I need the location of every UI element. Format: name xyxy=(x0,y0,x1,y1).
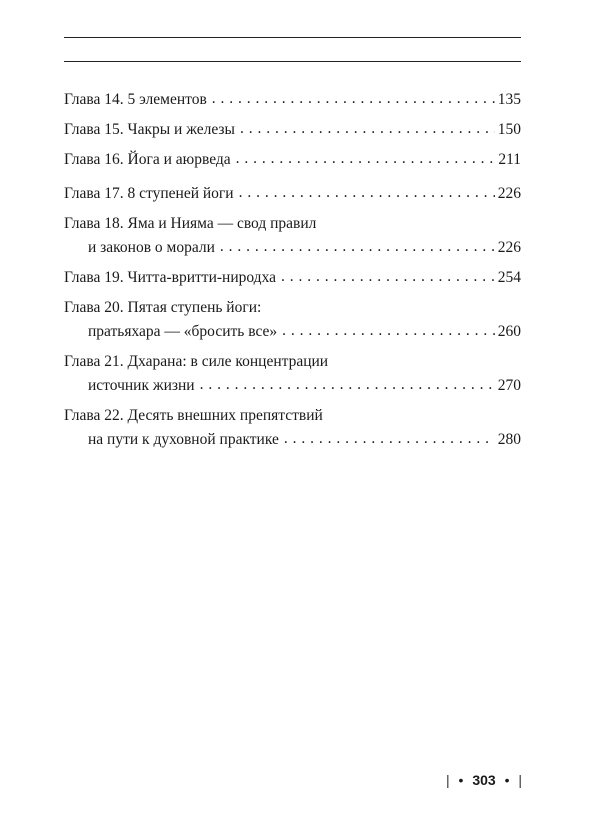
footer-bar-left: | xyxy=(445,772,450,788)
toc-page-number: 135 xyxy=(497,91,521,108)
toc-entry-chapter-19[interactable] xyxy=(64,266,521,290)
footer-dot-right: • xyxy=(504,772,510,788)
toc-page-number: 280 xyxy=(497,431,521,448)
toc-page-number: 260 xyxy=(497,323,521,340)
dot-leader xyxy=(284,429,495,445)
toc-page-number: 150 xyxy=(497,121,521,138)
dot-leader xyxy=(212,89,495,105)
toc-entry-title-continuation: на пути к духовной практике xyxy=(88,431,279,448)
toc-entry-title: Глава 17. 8 ступеней йоги xyxy=(64,185,234,202)
page-footer xyxy=(446,772,522,788)
toc-entry-chapter-20[interactable] xyxy=(64,296,521,344)
toc-entry-title: Глава 22. Десять внешних препятствий xyxy=(64,407,323,424)
second-rule xyxy=(64,61,521,62)
dot-leader xyxy=(281,267,495,283)
toc-page-number: 226 xyxy=(497,239,521,256)
page-number: 303 xyxy=(472,772,496,788)
toc-entry-chapter-14[interactable] xyxy=(64,88,521,112)
toc-entry-chapter-15[interactable] xyxy=(64,118,521,142)
toc-entry-title: Глава 15. Чакры и железы xyxy=(64,121,235,138)
toc-entry-title: Глава 21. Дхарана: в силе концентрации xyxy=(64,353,329,370)
toc-entry-chapter-18[interactable] xyxy=(64,212,521,260)
toc-entry-title: Глава 16. Йога и аюрведа xyxy=(64,151,231,168)
dot-leader xyxy=(236,149,496,165)
toc-page-number: 226 xyxy=(497,185,521,202)
dot-leader xyxy=(240,119,495,135)
toc-entry-chapter-17[interactable] xyxy=(64,182,521,206)
toc-entry-chapter-21[interactable] xyxy=(64,350,521,398)
top-rule xyxy=(64,37,521,38)
dot-leader xyxy=(200,375,495,391)
footer-bar-right: | xyxy=(518,772,522,788)
toc-page-number: 270 xyxy=(497,377,521,394)
toc-page-number: 211 xyxy=(498,151,521,168)
toc-entry-title: Глава 18. Яма и Нияма — свод правил xyxy=(64,215,317,232)
toc-entry-chapter-22[interactable] xyxy=(64,404,521,452)
toc-entry-title-continuation: и законов о морали xyxy=(88,239,215,256)
toc-page-number: 254 xyxy=(497,269,521,286)
footer-dot-left: • xyxy=(458,772,464,788)
toc-entry-title: Глава 19. Читта-вритти-ниродха xyxy=(64,269,276,286)
table-of-contents xyxy=(64,88,521,452)
dot-leader xyxy=(239,183,495,199)
toc-entry-title: Глава 20. Пятая ступень йоги: xyxy=(64,299,262,316)
toc-entry-chapter-16[interactable] xyxy=(64,148,521,172)
toc-entry-title-continuation: пратьяхара — «бросить все» xyxy=(88,323,278,340)
toc-entry-title: Глава 14. 5 элементов xyxy=(64,91,207,108)
dot-leader xyxy=(220,237,495,253)
dot-leader xyxy=(282,321,495,337)
toc-entry-title-continuation: источник жизни xyxy=(88,377,195,394)
